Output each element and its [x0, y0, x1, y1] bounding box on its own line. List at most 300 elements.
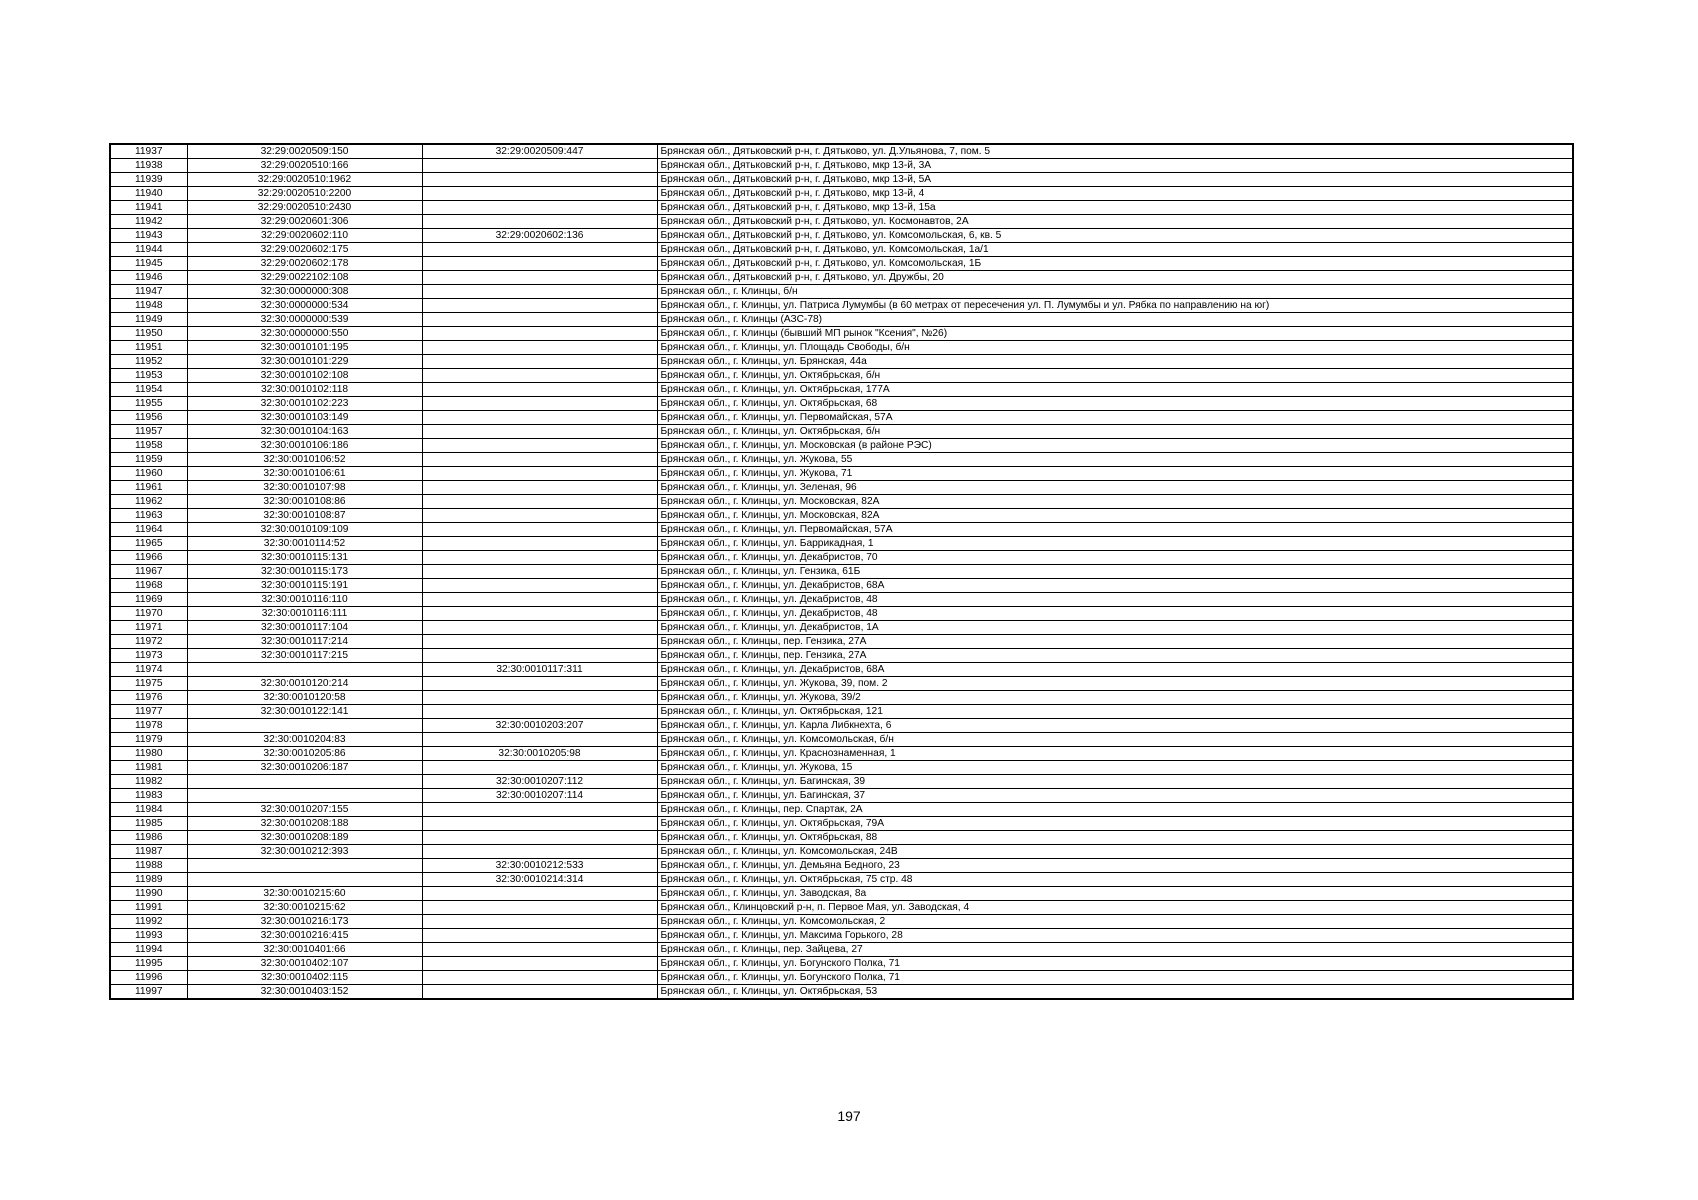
- related-cadastral-number-cell: 32:30:0010117:311: [422, 663, 657, 677]
- related-cadastral-number-cell: [422, 985, 657, 1000]
- table-row: [110, 901, 1573, 915]
- cadastral-number-cell: 32:30:0010207:155: [187, 803, 422, 817]
- row-number-cell: 11944: [110, 243, 187, 257]
- cadastral-number-cell: [187, 775, 422, 789]
- table-row: [110, 397, 1573, 411]
- cadastral-number-cell: 32:30:0000000:550: [187, 327, 422, 341]
- related-cadastral-number-cell: [422, 915, 657, 929]
- row-number-cell: 11942: [110, 215, 187, 229]
- row-number-cell: 11997: [110, 985, 187, 1000]
- address-cell: Брянская обл., г. Клинцы, пер. Зайцева, 27: [657, 943, 1573, 957]
- table-row: [110, 733, 1573, 747]
- row-number-cell: 11979: [110, 733, 187, 747]
- address-cell: Брянская обл., г. Клинцы, пер. Гензика, 27А: [657, 649, 1573, 663]
- table-row: [110, 271, 1573, 285]
- cadastral-number-cell: 32:30:0010117:215: [187, 649, 422, 663]
- cadastral-number-cell: 32:29:0020510:2200: [187, 187, 422, 201]
- cadastral-number-cell: 32:30:0010206:187: [187, 761, 422, 775]
- related-cadastral-number-cell: [422, 159, 657, 173]
- cadastral-number-cell: 32:30:0010106:186: [187, 439, 422, 453]
- table-row: [110, 873, 1573, 887]
- cadastral-number-cell: 32:30:0010102:223: [187, 397, 422, 411]
- address-cell: Брянская обл., г. Клинцы, ул. Комсомольская, б/н: [657, 733, 1573, 747]
- address-cell: Брянская обл., г. Клинцы, ул. Октябрьская, 88: [657, 831, 1573, 845]
- address-cell: Брянская обл., г. Клинцы, ул. Жукова, 55: [657, 453, 1573, 467]
- row-number-cell: 11961: [110, 481, 187, 495]
- address-cell: Брянская обл., г. Клинцы, ул. Жукова, 39/2: [657, 691, 1573, 705]
- related-cadastral-number-cell: [422, 327, 657, 341]
- related-cadastral-number-cell: [422, 887, 657, 901]
- related-cadastral-number-cell: [422, 355, 657, 369]
- row-number-cell: 11987: [110, 845, 187, 859]
- cadastral-number-cell: 32:30:0010401:66: [187, 943, 422, 957]
- related-cadastral-number-cell: [422, 439, 657, 453]
- cadastral-number-cell: 32:29:0022102:108: [187, 271, 422, 285]
- related-cadastral-number-cell: [422, 901, 657, 915]
- cadastral-number-cell: 32:30:0010402:107: [187, 957, 422, 971]
- related-cadastral-number-cell: [422, 397, 657, 411]
- related-cadastral-number-cell: [422, 341, 657, 355]
- address-cell: Брянская обл., Дятьковский р-н, г. Дятьково, ул. Комсомольская, 1Б: [657, 257, 1573, 271]
- cadastral-number-cell: 32:30:0010107:98: [187, 481, 422, 495]
- related-cadastral-number-cell: 32:30:0010203:207: [422, 719, 657, 733]
- row-number-cell: 11981: [110, 761, 187, 775]
- table-row: [110, 761, 1573, 775]
- table-row: [110, 551, 1573, 565]
- related-cadastral-number-cell: [422, 845, 657, 859]
- row-number-cell: 11976: [110, 691, 187, 705]
- row-number-cell: 11973: [110, 649, 187, 663]
- address-cell: Брянская обл., Дятьковский р-н, г. Дятьково, мкр 13-й, 5А: [657, 173, 1573, 187]
- cadastral-number-cell: 32:30:0010106:61: [187, 467, 422, 481]
- address-cell: Брянская обл., г. Клинцы, ул. Октябрьская, б/н: [657, 425, 1573, 439]
- registry-table: [109, 143, 1574, 1000]
- related-cadastral-number-cell: [422, 313, 657, 327]
- address-cell: Брянская обл., г. Клинцы, ул. Декабристов, 48: [657, 607, 1573, 621]
- cadastral-number-cell: 32:30:0010108:86: [187, 495, 422, 509]
- address-cell: Брянская обл., Дятьковский р-н, г. Дятьково, ул. Комсомольская, 6, кв. 5: [657, 229, 1573, 243]
- cadastral-number-cell: 32:30:0010109:109: [187, 523, 422, 537]
- table-row: [110, 341, 1573, 355]
- related-cadastral-number-cell: [422, 453, 657, 467]
- row-number-cell: 11977: [110, 705, 187, 719]
- row-number-cell: 11952: [110, 355, 187, 369]
- related-cadastral-number-cell: [422, 425, 657, 439]
- table-row: [110, 579, 1573, 593]
- related-cadastral-number-cell: 32:30:0010214:314: [422, 873, 657, 887]
- cadastral-number-cell: 32:29:0020602:110: [187, 229, 422, 243]
- cadastral-number-cell: 32:30:0010115:191: [187, 579, 422, 593]
- address-cell: Брянская обл., Дятьковский р-н, г. Дятьково, мкр 13-й, 15а: [657, 201, 1573, 215]
- row-number-cell: 11990: [110, 887, 187, 901]
- table-row: [110, 691, 1573, 705]
- table-row: [110, 817, 1573, 831]
- related-cadastral-number-cell: [422, 299, 657, 313]
- address-cell: Брянская обл., г. Клинцы, ул. Октябрьская, 177А: [657, 383, 1573, 397]
- row-number-cell: 11939: [110, 173, 187, 187]
- cadastral-number-cell: 32:30:0010122:141: [187, 705, 422, 719]
- cadastral-number-cell: 32:29:0020510:2430: [187, 201, 422, 215]
- address-cell: Брянская обл., г. Клинцы, ул. Багинская, 37: [657, 789, 1573, 803]
- address-cell: Брянская обл., Клинцовский р-н, п. Первое Мая, ул. Заводская, 4: [657, 901, 1573, 915]
- registry-table-body: [110, 144, 1573, 999]
- cadastral-number-cell: 32:30:0010102:118: [187, 383, 422, 397]
- table-row: [110, 957, 1573, 971]
- cadastral-number-cell: 32:29:0020602:178: [187, 257, 422, 271]
- address-cell: Брянская обл., Дятьковский р-н, г. Дятьково, ул. Дружбы, 20: [657, 271, 1573, 285]
- row-number-cell: 11974: [110, 663, 187, 677]
- table-row: [110, 859, 1573, 873]
- related-cadastral-number-cell: [422, 481, 657, 495]
- row-number-cell: 11937: [110, 144, 187, 159]
- table-row: [110, 677, 1573, 691]
- table-row: [110, 481, 1573, 495]
- address-cell: Брянская обл., г. Клинцы, ул. Первомайская, 57А: [657, 523, 1573, 537]
- related-cadastral-number-cell: [422, 257, 657, 271]
- address-cell: Брянская обл., г. Клинцы, ул. Декабристов, 48: [657, 593, 1573, 607]
- cadastral-number-cell: 32:30:0010102:108: [187, 369, 422, 383]
- row-number-cell: 11983: [110, 789, 187, 803]
- address-cell: Брянская обл., г. Клинцы, ул. Богунского Полка, 71: [657, 971, 1573, 985]
- row-number-cell: 11965: [110, 537, 187, 551]
- related-cadastral-number-cell: [422, 943, 657, 957]
- table-row: [110, 943, 1573, 957]
- cadastral-number-cell: 32:30:0010204:83: [187, 733, 422, 747]
- address-cell: Брянская обл., г. Клинцы, ул. Декабристов, 68А: [657, 663, 1573, 677]
- cadastral-number-cell: 32:30:0010215:60: [187, 887, 422, 901]
- table-row: [110, 495, 1573, 509]
- row-number-cell: 11996: [110, 971, 187, 985]
- address-cell: Брянская обл., г. Клинцы, пер. Гензика, 27А: [657, 635, 1573, 649]
- address-cell: Брянская обл., г. Клинцы, ул. Московская (в районе РЭС): [657, 439, 1573, 453]
- related-cadastral-number-cell: [422, 607, 657, 621]
- address-cell: Брянская обл., г. Клинцы, ул. Богунского Полка, 71: [657, 957, 1573, 971]
- related-cadastral-number-cell: [422, 971, 657, 985]
- row-number-cell: 11966: [110, 551, 187, 565]
- cadastral-number-cell: 32:30:0010115:131: [187, 551, 422, 565]
- table-row: [110, 565, 1573, 579]
- row-number-cell: 11968: [110, 579, 187, 593]
- address-cell: Брянская обл., г. Клинцы, ул. Октябрьская, 68: [657, 397, 1573, 411]
- cadastral-number-cell: [187, 789, 422, 803]
- address-cell: Брянская обл., г. Клинцы, ул. Краснознаменная, 1: [657, 747, 1573, 761]
- table-row: [110, 257, 1573, 271]
- table-row: [110, 649, 1573, 663]
- row-number-cell: 11978: [110, 719, 187, 733]
- cadastral-number-cell: 32:30:0010205:86: [187, 747, 422, 761]
- table-row: [110, 215, 1573, 229]
- table-row: [110, 621, 1573, 635]
- cadastral-number-cell: 32:30:0010212:393: [187, 845, 422, 859]
- address-cell: Брянская обл., г. Клинцы, ул. Площадь Свободы, б/н: [657, 341, 1573, 355]
- related-cadastral-number-cell: [422, 201, 657, 215]
- row-number-cell: 11972: [110, 635, 187, 649]
- cadastral-number-cell: 32:29:0020601:306: [187, 215, 422, 229]
- table-row: [110, 369, 1573, 383]
- row-number-cell: 11991: [110, 901, 187, 915]
- table-row: [110, 453, 1573, 467]
- page-number: 197: [837, 1108, 861, 1124]
- cadastral-number-cell: 32:30:0010117:214: [187, 635, 422, 649]
- table-row: [110, 971, 1573, 985]
- cadastral-number-cell: 32:30:0010116:111: [187, 607, 422, 621]
- table-row: [110, 831, 1573, 845]
- cadastral-number-cell: 32:30:0010115:173: [187, 565, 422, 579]
- related-cadastral-number-cell: [422, 187, 657, 201]
- related-cadastral-number-cell: [422, 929, 657, 943]
- row-number-cell: 11948: [110, 299, 187, 313]
- address-cell: Брянская обл., г. Клинцы, б/н: [657, 285, 1573, 299]
- table-row: [110, 845, 1573, 859]
- table-row: [110, 607, 1573, 621]
- address-cell: Брянская обл., г. Клинцы, ул. Патриса Лумумбы (в 60 метрах от пересечения ул. П. Лумумбы и ул. Рябка по направлению на юг): [657, 299, 1573, 313]
- related-cadastral-number-cell: [422, 369, 657, 383]
- table-row: [110, 705, 1573, 719]
- address-cell: Брянская обл., г. Клинцы, ул. Московская, 82А: [657, 509, 1573, 523]
- row-number-cell: 11967: [110, 565, 187, 579]
- row-number-cell: 11947: [110, 285, 187, 299]
- address-cell: Брянская обл., г. Клинцы, ул. Октябрьская, 53: [657, 985, 1573, 1000]
- table-row: [110, 439, 1573, 453]
- related-cadastral-number-cell: 32:30:0010205:98: [422, 747, 657, 761]
- related-cadastral-number-cell: [422, 593, 657, 607]
- row-number-cell: 11993: [110, 929, 187, 943]
- row-number-cell: 11958: [110, 439, 187, 453]
- table-row: [110, 159, 1573, 173]
- related-cadastral-number-cell: [422, 383, 657, 397]
- related-cadastral-number-cell: [422, 537, 657, 551]
- related-cadastral-number-cell: [422, 565, 657, 579]
- row-number-cell: 11953: [110, 369, 187, 383]
- table-row: [110, 593, 1573, 607]
- cadastral-number-cell: 32:30:0010120:58: [187, 691, 422, 705]
- table-row: [110, 425, 1573, 439]
- address-cell: Брянская обл., г. Клинцы (бывший МП рынок "Ксения", №26): [657, 327, 1573, 341]
- related-cadastral-number-cell: 32:30:0010212:533: [422, 859, 657, 873]
- row-number-cell: 11956: [110, 411, 187, 425]
- address-cell: Брянская обл., г. Клинцы, ул. Октябрьская, 75 стр. 48: [657, 873, 1573, 887]
- address-cell: Брянская обл., г. Клинцы, пер. Спартак, 2А: [657, 803, 1573, 817]
- address-cell: Брянская обл., г. Клинцы, ул. Комсомольская, 2: [657, 915, 1573, 929]
- cadastral-number-cell: 32:30:0010215:62: [187, 901, 422, 915]
- table-row: [110, 144, 1573, 159]
- table-row: [110, 285, 1573, 299]
- cadastral-number-cell: 32:29:0020602:175: [187, 243, 422, 257]
- table-row: [110, 327, 1573, 341]
- table-row: [110, 537, 1573, 551]
- address-cell: Брянская обл., г. Клинцы, ул. Октябрьская, 79А: [657, 817, 1573, 831]
- cadastral-number-cell: 32:30:0000000:534: [187, 299, 422, 313]
- related-cadastral-number-cell: [422, 579, 657, 593]
- related-cadastral-number-cell: [422, 243, 657, 257]
- cadastral-number-cell: 32:30:0010216:173: [187, 915, 422, 929]
- row-number-cell: 11959: [110, 453, 187, 467]
- cadastral-number-cell: 32:30:0010114:52: [187, 537, 422, 551]
- table-row: [110, 719, 1573, 733]
- address-cell: Брянская обл., г. Клинцы, ул. Декабристов, 68А: [657, 579, 1573, 593]
- address-cell: Брянская обл., Дятьковский р-н, г. Дятьково, ул. Космонавтов, 2А: [657, 215, 1573, 229]
- row-number-cell: 11946: [110, 271, 187, 285]
- row-number-cell: 11971: [110, 621, 187, 635]
- cadastral-number-cell: 32:30:0010208:188: [187, 817, 422, 831]
- related-cadastral-number-cell: [422, 411, 657, 425]
- related-cadastral-number-cell: [422, 551, 657, 565]
- row-number-cell: 11950: [110, 327, 187, 341]
- cadastral-number-cell: 32:30:0000000:308: [187, 285, 422, 299]
- table-row: [110, 173, 1573, 187]
- row-number-cell: 11986: [110, 831, 187, 845]
- address-cell: Брянская обл., Дятьковский р-н, г. Дятьково, ул. Комсомольская, 1а/1: [657, 243, 1573, 257]
- address-cell: Брянская обл., г. Клинцы, ул. Демьяна Бедного, 23: [657, 859, 1573, 873]
- related-cadastral-number-cell: [422, 957, 657, 971]
- row-number-cell: 11963: [110, 509, 187, 523]
- related-cadastral-number-cell: [422, 523, 657, 537]
- related-cadastral-number-cell: [422, 705, 657, 719]
- table-row: [110, 747, 1573, 761]
- related-cadastral-number-cell: [422, 635, 657, 649]
- address-cell: Брянская обл., г. Клинцы, ул. Декабристов, 1А: [657, 621, 1573, 635]
- address-cell: Брянская обл., г. Клинцы, ул. Багинская, 39: [657, 775, 1573, 789]
- cadastral-number-cell: [187, 859, 422, 873]
- cadastral-number-cell: 32:30:0010208:189: [187, 831, 422, 845]
- address-cell: Брянская обл., г. Клинцы (АЗС-78): [657, 313, 1573, 327]
- cadastral-number-cell: [187, 663, 422, 677]
- cadastral-number-cell: 32:29:0020510:166: [187, 159, 422, 173]
- related-cadastral-number-cell: [422, 831, 657, 845]
- related-cadastral-number-cell: [422, 621, 657, 635]
- related-cadastral-number-cell: 32:29:0020509:447: [422, 144, 657, 159]
- related-cadastral-number-cell: [422, 173, 657, 187]
- row-number-cell: 11994: [110, 943, 187, 957]
- address-cell: Брянская обл., г. Клинцы, ул. Зеленая, 96: [657, 481, 1573, 495]
- address-cell: Брянская обл., г. Клинцы, ул. Московская, 82А: [657, 495, 1573, 509]
- row-number-cell: 11980: [110, 747, 187, 761]
- table-row: [110, 663, 1573, 677]
- table-row: [110, 201, 1573, 215]
- row-number-cell: 11949: [110, 313, 187, 327]
- cadastral-number-cell: 32:30:0000000:539: [187, 313, 422, 327]
- cadastral-number-cell: 32:30:0010403:152: [187, 985, 422, 1000]
- address-cell: Брянская обл., г. Клинцы, ул. Жукова, 39, пом. 2: [657, 677, 1573, 691]
- address-cell: Брянская обл., г. Клинцы, ул. Максима Горького, 28: [657, 929, 1573, 943]
- row-number-cell: 11992: [110, 915, 187, 929]
- related-cadastral-number-cell: [422, 733, 657, 747]
- row-number-cell: 11982: [110, 775, 187, 789]
- address-cell: Брянская обл., г. Клинцы, ул. Карла Либкнехта, 6: [657, 719, 1573, 733]
- table-row: [110, 229, 1573, 243]
- cadastral-number-cell: 32:30:0010116:110: [187, 593, 422, 607]
- related-cadastral-number-cell: 32:30:0010207:112: [422, 775, 657, 789]
- table-row: [110, 635, 1573, 649]
- table-row: [110, 313, 1573, 327]
- address-cell: Брянская обл., г. Клинцы, ул. Заводская, 8а: [657, 887, 1573, 901]
- related-cadastral-number-cell: [422, 691, 657, 705]
- cadastral-number-cell: 32:30:0010108:87: [187, 509, 422, 523]
- cadastral-number-cell: 32:30:0010101:229: [187, 355, 422, 369]
- row-number-cell: 11957: [110, 425, 187, 439]
- table-row: [110, 509, 1573, 523]
- cadastral-number-cell: 32:30:0010117:104: [187, 621, 422, 635]
- cadastral-number-cell: [187, 873, 422, 887]
- address-cell: Брянская обл., г. Клинцы, ул. Брянская, 44а: [657, 355, 1573, 369]
- related-cadastral-number-cell: [422, 495, 657, 509]
- address-cell: Брянская обл., г. Клинцы, ул. Декабристов, 70: [657, 551, 1573, 565]
- table-row: [110, 887, 1573, 901]
- related-cadastral-number-cell: [422, 215, 657, 229]
- table-row: [110, 187, 1573, 201]
- cadastral-number-cell: 32:29:0020510:1962: [187, 173, 422, 187]
- address-cell: Брянская обл., г. Клинцы, ул. Октябрьская, 121: [657, 705, 1573, 719]
- related-cadastral-number-cell: [422, 467, 657, 481]
- row-number-cell: 11960: [110, 467, 187, 481]
- table-row: [110, 411, 1573, 425]
- cadastral-number-cell: 32:29:0020509:150: [187, 144, 422, 159]
- address-cell: Брянская обл., г. Клинцы, ул. Октябрьская, б/н: [657, 369, 1573, 383]
- row-number-cell: 11964: [110, 523, 187, 537]
- row-number-cell: 11938: [110, 159, 187, 173]
- address-cell: Брянская обл., Дятьковский р-н, г. Дятьково, мкр 13-й, 3А: [657, 159, 1573, 173]
- table-row: [110, 383, 1573, 397]
- row-number-cell: 11951: [110, 341, 187, 355]
- row-number-cell: 11943: [110, 229, 187, 243]
- table-row: [110, 523, 1573, 537]
- row-number-cell: 11970: [110, 607, 187, 621]
- related-cadastral-number-cell: 32:30:0010207:114: [422, 789, 657, 803]
- address-cell: Брянская обл., г. Клинцы, ул. Первомайская, 57А: [657, 411, 1573, 425]
- row-number-cell: 11940: [110, 187, 187, 201]
- related-cadastral-number-cell: 32:29:0020602:136: [422, 229, 657, 243]
- cadastral-number-cell: 32:30:0010101:195: [187, 341, 422, 355]
- address-cell: Брянская обл., г. Клинцы, ул. Гензика, 61Б: [657, 565, 1573, 579]
- related-cadastral-number-cell: [422, 803, 657, 817]
- row-number-cell: 11954: [110, 383, 187, 397]
- row-number-cell: 11941: [110, 201, 187, 215]
- related-cadastral-number-cell: [422, 817, 657, 831]
- table-row: [110, 915, 1573, 929]
- address-cell: Брянская обл., Дятьковский р-н, г. Дятьково, ул. Д.Ульянова, 7, пом. 5: [657, 144, 1573, 159]
- table-row: [110, 929, 1573, 943]
- table-row: [110, 243, 1573, 257]
- cadastral-number-cell: [187, 719, 422, 733]
- cadastral-number-cell: 32:30:0010103:149: [187, 411, 422, 425]
- row-number-cell: 11945: [110, 257, 187, 271]
- cadastral-number-cell: 32:30:0010104:163: [187, 425, 422, 439]
- related-cadastral-number-cell: [422, 285, 657, 299]
- table-row: [110, 299, 1573, 313]
- table-row: [110, 355, 1573, 369]
- address-cell: Брянская обл., г. Клинцы, ул. Комсомольская, 24В: [657, 845, 1573, 859]
- row-number-cell: 11989: [110, 873, 187, 887]
- row-number-cell: 11984: [110, 803, 187, 817]
- cadastral-number-cell: 32:30:0010216:415: [187, 929, 422, 943]
- row-number-cell: 11995: [110, 957, 187, 971]
- cadastral-number-cell: 32:30:0010120:214: [187, 677, 422, 691]
- address-cell: Брянская обл., г. Клинцы, ул. Баррикадная, 1: [657, 537, 1573, 551]
- table-row: [110, 775, 1573, 789]
- table-row: [110, 803, 1573, 817]
- table-row: [110, 985, 1573, 1000]
- row-number-cell: 11969: [110, 593, 187, 607]
- related-cadastral-number-cell: [422, 761, 657, 775]
- related-cadastral-number-cell: [422, 509, 657, 523]
- table-row: [110, 467, 1573, 481]
- related-cadastral-number-cell: [422, 649, 657, 663]
- address-cell: Брянская обл., г. Клинцы, ул. Жукова, 71: [657, 467, 1573, 481]
- row-number-cell: 11955: [110, 397, 187, 411]
- related-cadastral-number-cell: [422, 271, 657, 285]
- address-cell: Брянская обл., г. Клинцы, ул. Жукова, 15: [657, 761, 1573, 775]
- address-cell: Брянская обл., Дятьковский р-н, г. Дятьково, мкр 13-й, 4: [657, 187, 1573, 201]
